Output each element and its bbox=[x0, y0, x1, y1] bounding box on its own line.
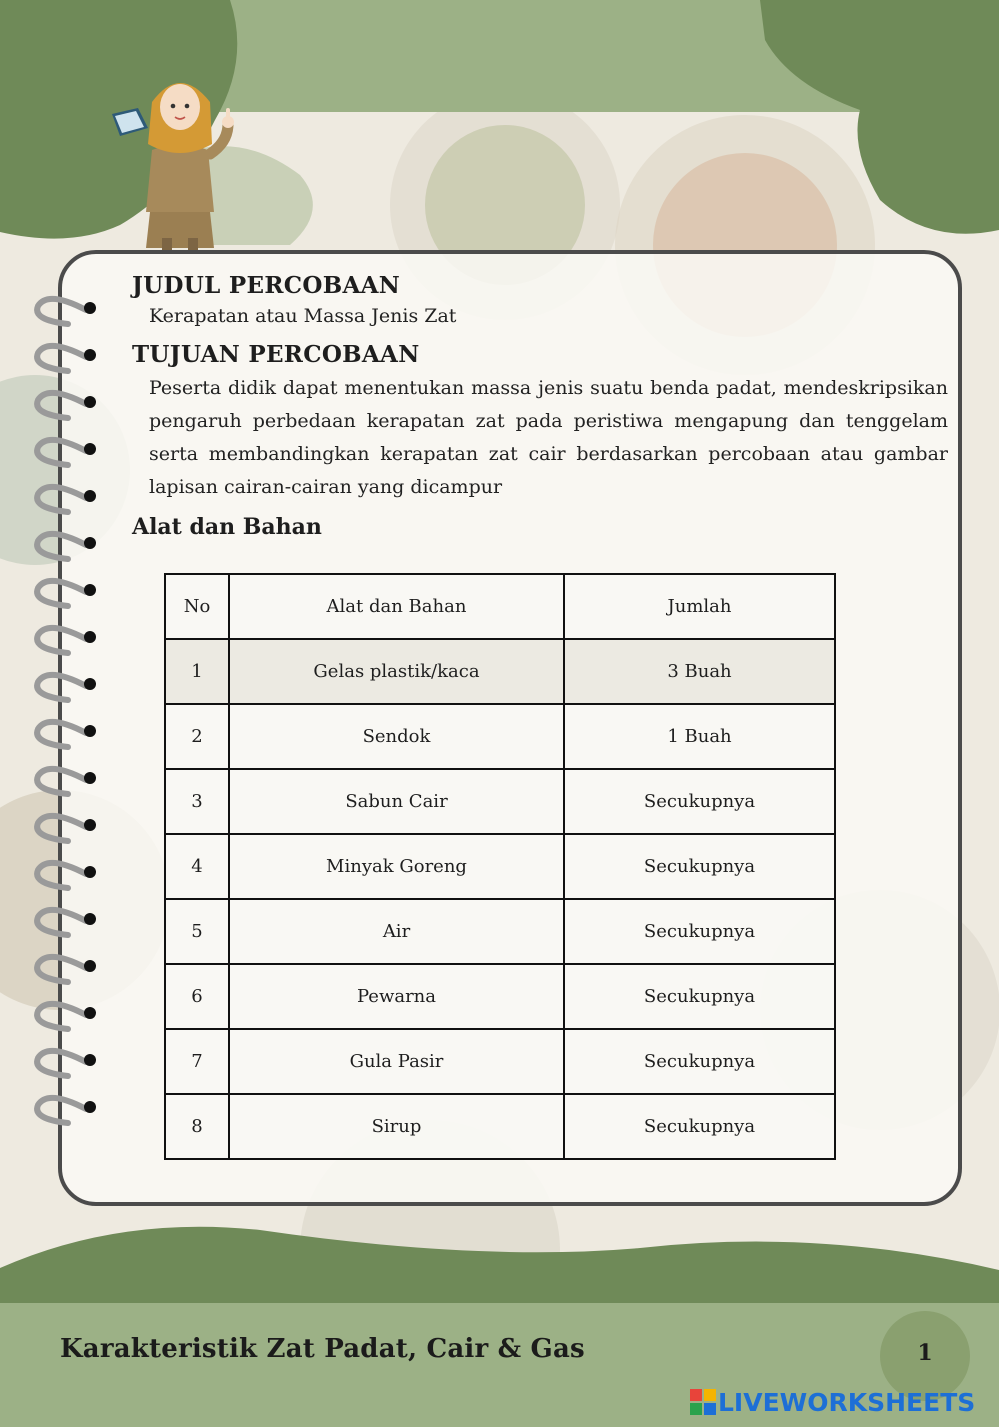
spiral-binding bbox=[28, 288, 108, 1148]
table-cell: 7 bbox=[165, 1029, 229, 1094]
tujuan-text: Peserta didik dapat menentukan massa jenis suatu benda padat, mendeskripsikan pengaruh perbedaan kerapatan zat pada peristiwa mengapung dan tenggelam serta membandingkan kerapatan zat cair berdasarkan percobaan atau gambar lapisan cairan-cairan yang dicampur bbox=[149, 377, 948, 498]
table-row bbox=[165, 834, 835, 899]
table-row bbox=[165, 1029, 835, 1094]
judul-text: Kerapatan atau Massa Jenis Zat bbox=[149, 305, 457, 327]
table-cell: Minyak Goreng bbox=[229, 834, 564, 899]
table-cell: 4 bbox=[165, 834, 229, 899]
teacher-illustration bbox=[110, 62, 250, 250]
table-cell: 6 bbox=[165, 964, 229, 1029]
spiral-ring bbox=[37, 393, 96, 418]
liveworksheets-watermark bbox=[690, 1385, 975, 1419]
spiral-ring bbox=[37, 487, 96, 512]
table-cell: Secukupnya bbox=[564, 899, 835, 964]
table-header-cell: Jumlah bbox=[564, 574, 835, 639]
spiral-ring bbox=[37, 534, 96, 559]
page-number: 1 bbox=[917, 1340, 933, 1366]
table-cell: 8 bbox=[165, 1094, 229, 1159]
table-row bbox=[165, 964, 835, 1029]
table-cell: Gula Pasir bbox=[229, 1029, 564, 1094]
table-cell: 3 bbox=[165, 769, 229, 834]
table-cell: 3 Buah bbox=[564, 639, 835, 704]
spiral-ring bbox=[37, 769, 96, 794]
table-cell: Secukupnya bbox=[564, 769, 835, 834]
notebook-content bbox=[132, 272, 948, 540]
liveworksheets-logo-icon bbox=[690, 1389, 716, 1415]
judul-heading: JUDUL PERCOBAAN bbox=[132, 272, 401, 299]
table-cell: 1 Buah bbox=[564, 704, 835, 769]
table-header-cell: Alat dan Bahan bbox=[229, 574, 564, 639]
table-cell: 1 bbox=[165, 639, 229, 704]
table-cell: Pewarna bbox=[229, 964, 564, 1029]
spiral-ring bbox=[37, 628, 96, 653]
table-header-row bbox=[165, 574, 835, 639]
spiral-ring bbox=[37, 863, 96, 888]
alat-bahan-table bbox=[164, 573, 836, 1160]
spiral-ring bbox=[37, 722, 96, 747]
table-cell: Secukupnya bbox=[564, 1029, 835, 1094]
table-row bbox=[165, 704, 835, 769]
table-row bbox=[165, 639, 835, 704]
table-row bbox=[165, 769, 835, 834]
alat-heading: Alat dan Bahan bbox=[132, 514, 322, 540]
spiral-ring bbox=[37, 1098, 96, 1123]
tujuan-heading: TUJUAN PERCOBAAN bbox=[132, 341, 420, 368]
liveworksheets-text: LIVEWORKSHEETS bbox=[718, 1387, 976, 1417]
footer-title: Karakteristik Zat Padat, Cair & Gas bbox=[60, 1334, 585, 1364]
spiral-ring bbox=[37, 1004, 96, 1029]
spiral-ring bbox=[37, 957, 96, 982]
table-cell: Air bbox=[229, 899, 564, 964]
table-row bbox=[165, 899, 835, 964]
table-cell: 2 bbox=[165, 704, 229, 769]
spiral-ring bbox=[37, 675, 96, 700]
table-cell: Secukupnya bbox=[564, 964, 835, 1029]
spiral-ring bbox=[37, 910, 96, 935]
table-cell: Gelas plastik/kaca bbox=[229, 639, 564, 704]
table-cell: 5 bbox=[165, 899, 229, 964]
table-cell: Secukupnya bbox=[564, 834, 835, 899]
table-cell: Sabun Cair bbox=[229, 769, 564, 834]
table-cell: Sirup bbox=[229, 1094, 564, 1159]
table-row bbox=[165, 1094, 835, 1159]
spiral-ring bbox=[37, 1051, 96, 1076]
spiral-ring bbox=[37, 299, 96, 324]
table-cell: Secukupnya bbox=[564, 1094, 835, 1159]
table-header-cell: No bbox=[165, 574, 229, 639]
table-cell: Sendok bbox=[229, 704, 564, 769]
spiral-ring bbox=[37, 440, 96, 465]
spiral-ring bbox=[37, 581, 96, 606]
spiral-ring bbox=[37, 346, 96, 371]
spiral-ring bbox=[37, 816, 96, 841]
